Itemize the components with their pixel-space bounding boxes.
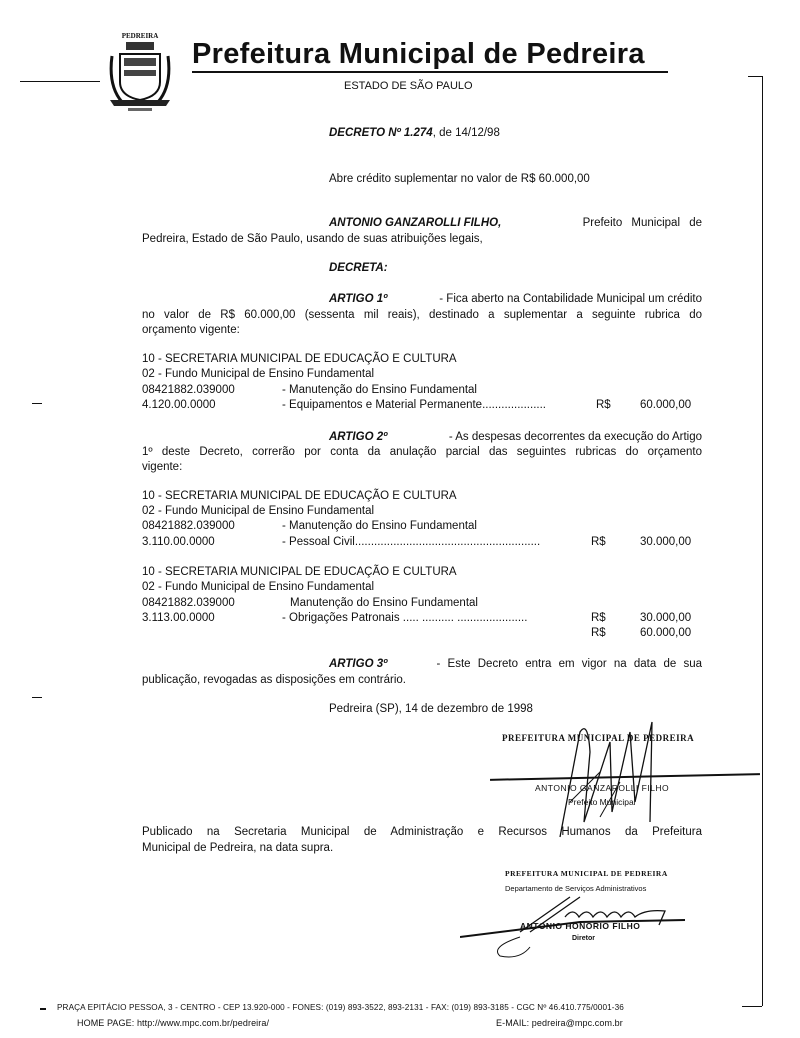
intro-rest: Prefeito Municipal de xyxy=(582,217,702,229)
signature1-stamp: PREFEITURA MUNICIPAL DE PEDREIRA xyxy=(502,733,695,743)
artigo1-line3: orçamento vigente: xyxy=(142,324,240,336)
footer-homepage[interactable]: HOME PAGE: http://www.mpc.com.br/pedreira/ xyxy=(77,1018,270,1028)
signature1-name: ANTONIO GANZAROLLI FILHO xyxy=(535,783,670,793)
decree-number: DECRETO Nº 1.274 xyxy=(329,127,433,139)
total-currency: R$ xyxy=(591,627,606,639)
publication-line2: Municipal de Pedreira, na data supra. xyxy=(142,842,334,854)
block3-code: 08421882.039000 xyxy=(142,597,235,609)
block3-desc: - Obrigações Patronais ..... .......... ...................... xyxy=(282,612,528,624)
block3-currency: R$ xyxy=(591,612,606,624)
artigo3-text: - Este Decreto entra em vigor na data de sua xyxy=(436,658,702,670)
block3-value: 30.000,00 xyxy=(640,612,692,624)
artigo1-line1 xyxy=(329,293,702,305)
decree-heading xyxy=(329,127,500,139)
block1-fundo: 02 - Fundo Municipal de Ensino Fundamental xyxy=(142,368,375,380)
decree-date: , de 14/12/98 xyxy=(432,127,500,139)
place-date: Pedreira (SP), 14 de dezembro de 1998 xyxy=(329,703,533,715)
intro-line2: Pedreira, Estado de São Paulo, usando de suas atribuições legais, xyxy=(142,233,483,245)
artigo2-line2: 1º deste Decreto, correrão por conta da anulação parcial das seguintes rubricas do orçamento xyxy=(142,446,702,458)
signature1-handwriting xyxy=(540,712,680,842)
decree-summary: Abre crédito suplementar no valor de R$ 60.000,00 xyxy=(329,173,590,185)
artigo1-text: - Fica aberto na Contabilidade Municipal um crédito xyxy=(439,293,702,305)
block1-desc: - Manutenção do Ensino Fundamental xyxy=(282,384,477,396)
crest-logo xyxy=(104,26,176,116)
signature2-name: ANTONIO HONORIO FILHO xyxy=(520,921,641,931)
block1-currency: R$ xyxy=(596,399,611,411)
block1-code: 08421882.039000 xyxy=(142,384,235,396)
artigo1-line2: no valor de R$ 60.000,00 (sessenta mil reais), destinado a suplementar a seguinte rubrica do xyxy=(142,309,702,321)
block3-desc: Manutenção do Ensino Fundamental xyxy=(290,597,478,609)
block3-code: 3.113.00.0000 xyxy=(142,612,215,624)
signature1-role: Prefeito Municipal xyxy=(568,797,636,807)
block1-secretaria: 10 - SECRETARIA MUNICIPAL DE EDUCAÇÃO E CULTURA xyxy=(142,353,457,365)
artigo3-line1 xyxy=(329,658,702,670)
block2-desc: - Pessoal Civil.......................................................... xyxy=(282,536,541,548)
frame-right xyxy=(762,76,763,1006)
block1-code: 4.120.00.0000 xyxy=(142,399,216,411)
block2-code: 08421882.039000 xyxy=(142,520,235,532)
intro-line1 xyxy=(329,217,702,229)
margin-mark xyxy=(32,403,42,404)
page-title: Prefeitura Municipal de Pedreira xyxy=(192,38,645,70)
signature2-dept: Departamento de Serviços Administrativos xyxy=(505,884,647,893)
block2-secretaria: 10 - SECRETARIA MUNICIPAL DE EDUCAÇÃO E CULTURA xyxy=(142,490,457,502)
footer-address: PRAÇA EPITÁCIO PESSOA, 3 - CENTRO - CEP 13.920-000 - FONES: (019) 893-3522, 893-2131 - FAX: (019) 893-3185 - CGC Nº 46.410.775/0001-36 xyxy=(57,1003,624,1012)
crest-text: PEDREIRA xyxy=(121,32,159,40)
margin-mark xyxy=(32,697,42,698)
block2-value: 30.000,00 xyxy=(640,536,692,548)
frame-top-left xyxy=(20,81,100,82)
decreta-label: DECRETA: xyxy=(329,262,388,274)
artigo2-line3: vigente: xyxy=(142,461,183,473)
publication-line1: Publicado na Secretaria Municipal de Administração e Recursos Humanos da Prefeitura xyxy=(142,826,702,838)
block2-currency: R$ xyxy=(591,536,606,548)
footer-email[interactable]: E-MAIL: pedreira@mpc.com.br xyxy=(496,1018,623,1028)
artigo3-line2: publicação, revogadas as disposições em contrário. xyxy=(142,674,407,686)
state-subtitle: ESTADO DE SÃO PAULO xyxy=(344,80,473,92)
frame-top-right xyxy=(748,76,762,77)
block2-fundo: 02 - Fundo Municipal de Ensino Fundamental xyxy=(142,505,375,517)
block2-desc: - Manutenção do Ensino Fundamental xyxy=(282,520,477,532)
mayor-name: ANTONIO GANZAROLLI FILHO, xyxy=(329,217,502,229)
total-value: 60.000,00 xyxy=(640,627,692,639)
block3-secretaria: 10 - SECRETARIA MUNICIPAL DE EDUCAÇÃO E CULTURA xyxy=(142,566,457,578)
title-underline xyxy=(192,71,668,73)
footer-mark xyxy=(40,1008,46,1010)
artigo1-label: ARTIGO 1º xyxy=(329,293,388,305)
artigo2-line1 xyxy=(329,431,702,443)
signature2-role: Diretor xyxy=(572,935,595,942)
block2-code: 3.110.00.0000 xyxy=(142,536,215,548)
block3-fundo: 02 - Fundo Municipal de Ensino Fundamental xyxy=(142,581,375,593)
block1-value: 60.000,00 xyxy=(640,399,692,411)
frame-bottom-right xyxy=(742,1006,762,1007)
artigo2-label: ARTIGO 2º xyxy=(329,431,388,443)
signature2-stamp: PREFEITURA MUNICIPAL DE PEDREIRA xyxy=(505,869,668,878)
artigo3-label: ARTIGO 3º xyxy=(329,658,388,670)
block1-desc: - Equipamentos e Material Permanente.................... xyxy=(282,399,546,411)
artigo2-text: - As despesas decorrentes da execução do Artigo xyxy=(448,431,702,443)
